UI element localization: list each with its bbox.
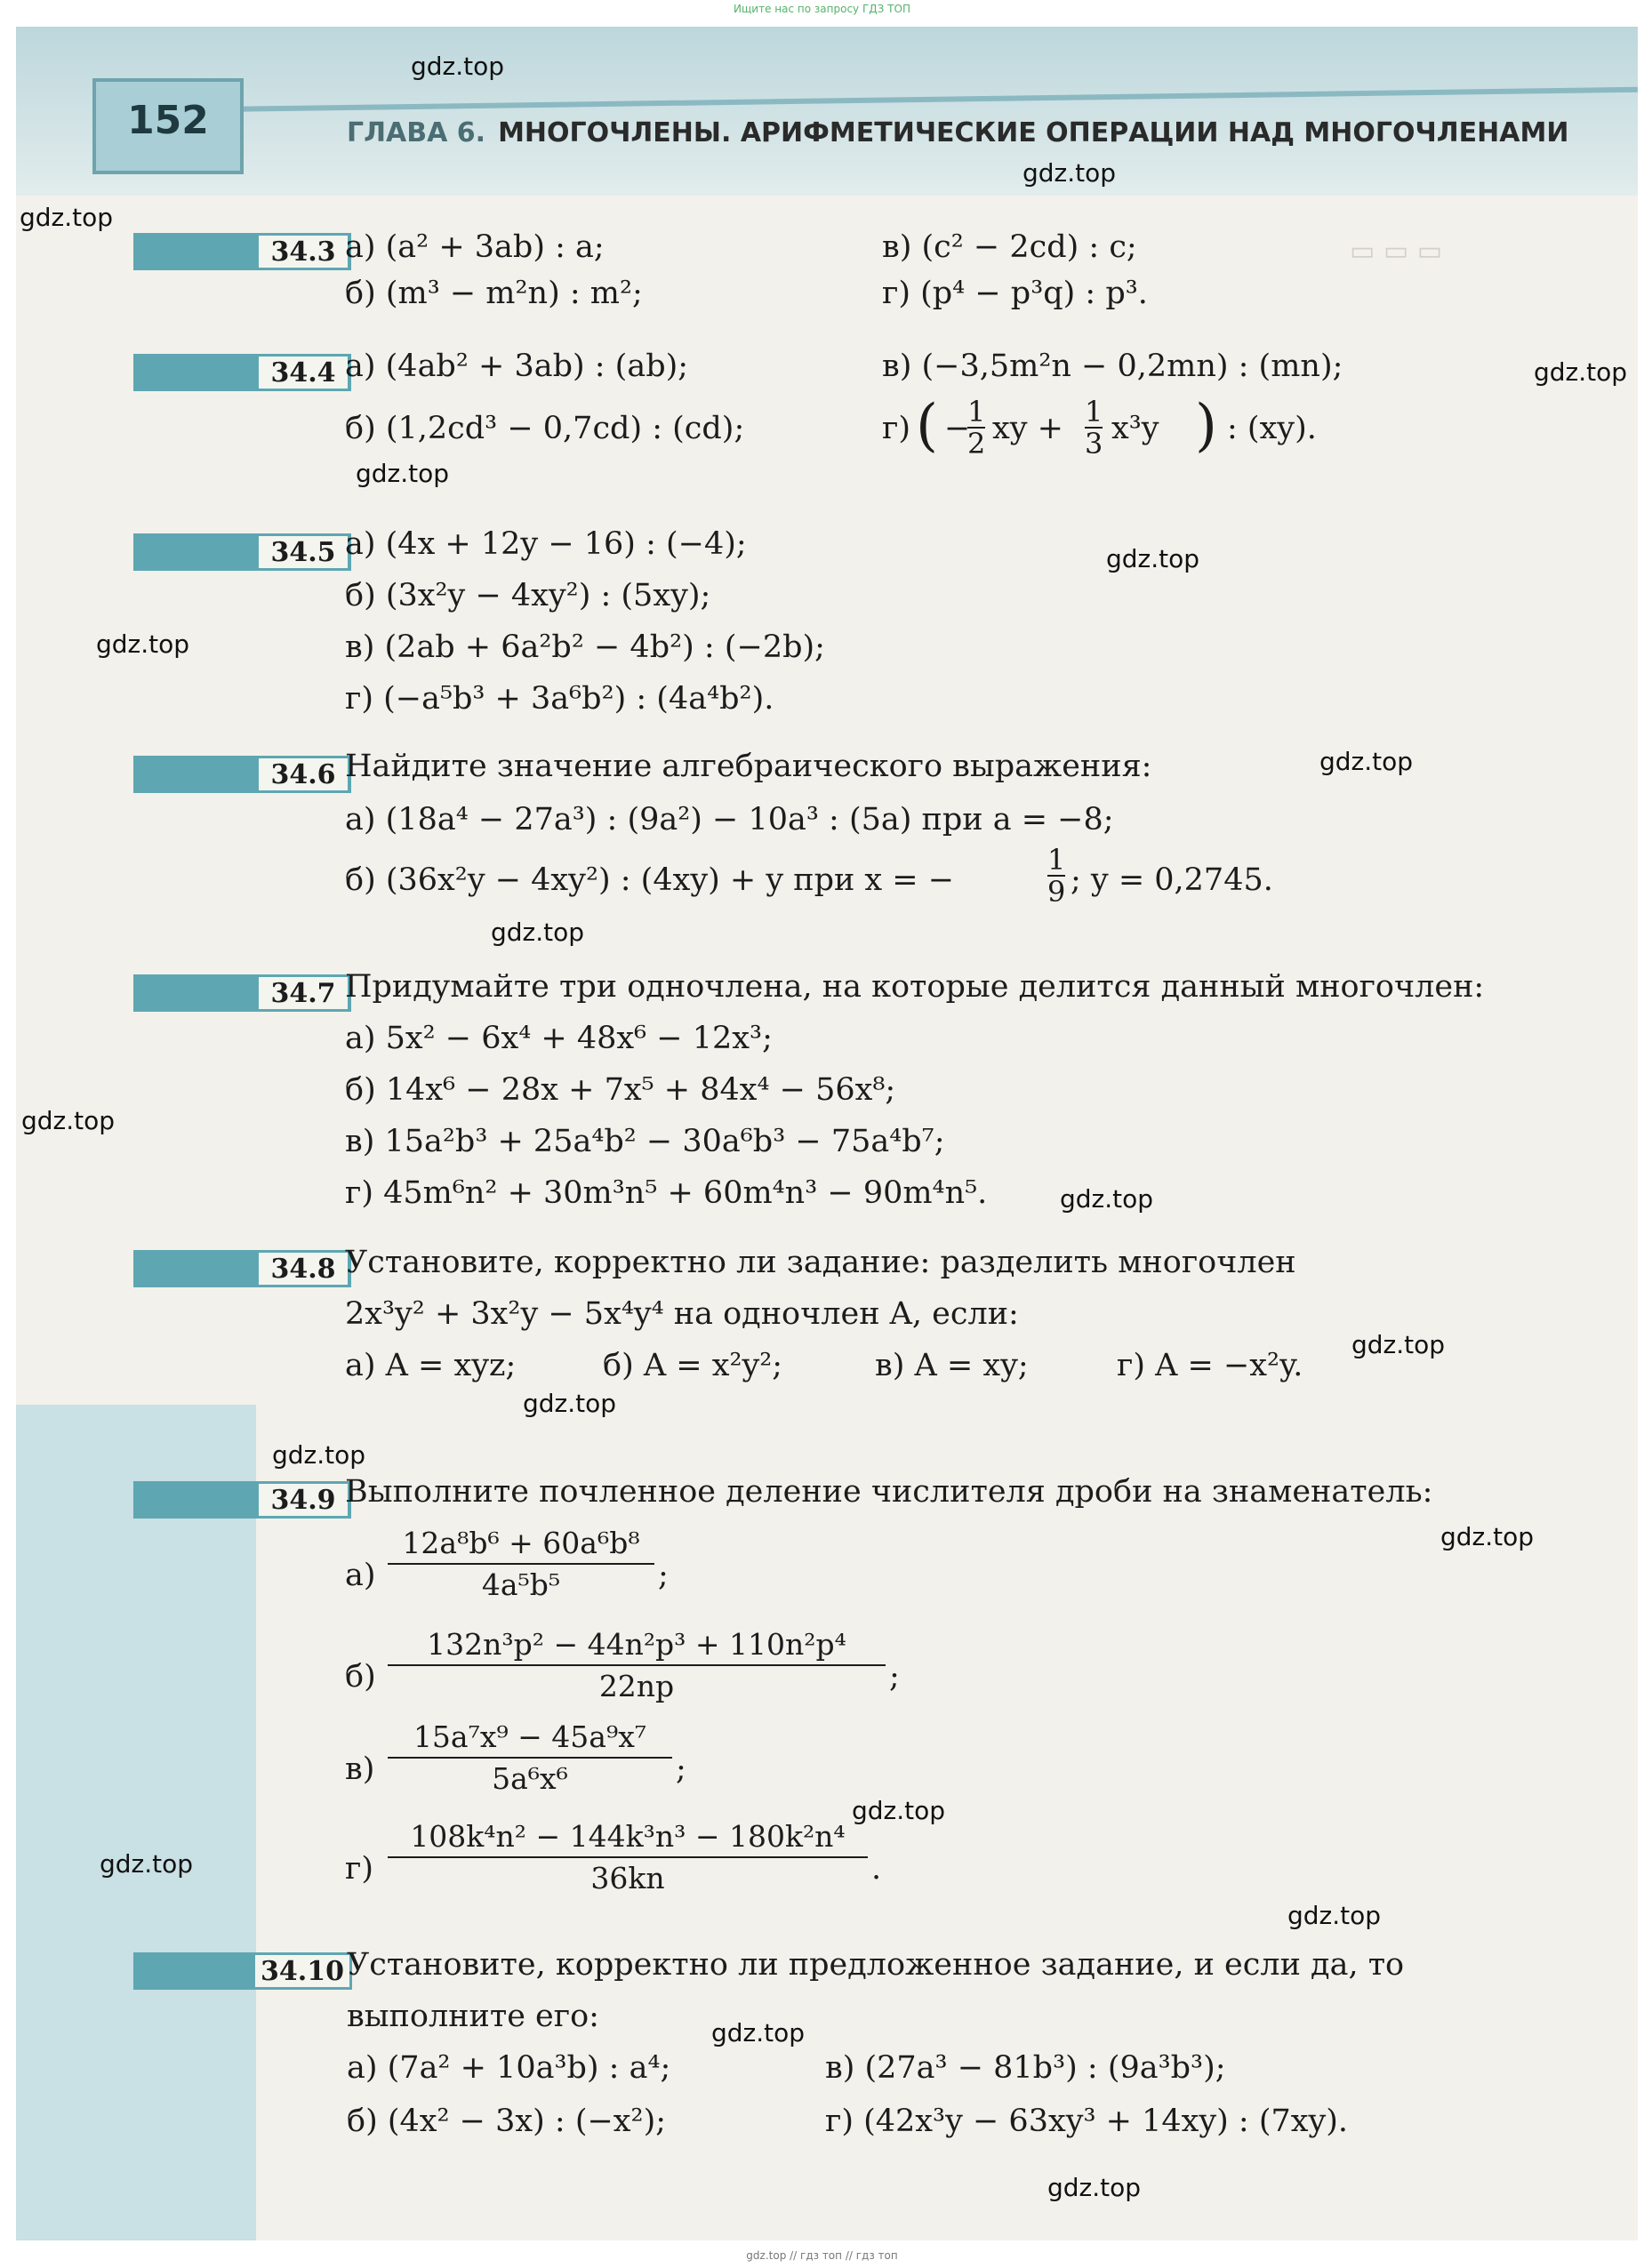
item-b: б) (3x²y − 4xy²) : (5xy); (345, 578, 711, 613)
item-g-middle: xy + (992, 411, 1063, 446)
watermark: gdz.top (1106, 544, 1200, 573)
item-g-label: г) (882, 411, 910, 446)
item-g-end: : (xy). (1227, 411, 1317, 446)
chapter-label: ГЛАВА 6. (347, 117, 486, 148)
task-text: Придумайте три одночлена, на которые делится данный многочлен: (345, 969, 1485, 1005)
task-text: Установите, корректно ли задание: разделить многочлен (345, 1245, 1296, 1280)
item-g: г) (p⁴ − p³q) : p³. (882, 276, 1148, 311)
watermark: gdz.top (1534, 357, 1628, 387)
task-text: Установите, корректно ли предложенное задание, и если да, то (347, 1947, 1405, 1983)
item-b: б) 14x⁶ − 28x + 7x⁵ + 84x⁴ − 56x⁸; (345, 1072, 896, 1108)
item-a: а) (18a⁴ − 27a³) : (9a²) − 10a³ : (5a) при a = −8; (345, 802, 1114, 837)
watermark: gdz.top (21, 1106, 116, 1135)
watermark: gdz.top (96, 629, 190, 659)
item-v: в) A = xy; (875, 1348, 1029, 1383)
watermark: gdz.top (411, 52, 505, 81)
watermark: gdz.top (356, 459, 450, 488)
item-v: в) (27a³ − 81b³) : (9a³b³); (825, 2050, 1226, 2086)
task-text: Выполните почленное деление числителя дроби на знаменатель: (345, 1474, 1433, 1510)
open-paren: ( (916, 393, 938, 459)
textbook-page (16, 27, 1638, 2240)
item-b-label: б) (345, 1659, 376, 1695)
left-margin-strip (16, 1405, 256, 2240)
fraction-g: $\frac{\text{108k⁴n² − 144k³n³ − 180k²n⁴}}{36kn}$ (388, 1819, 868, 1895)
watermark: gdz.top (1047, 2173, 1142, 2202)
item-a: а) 5x² − 6x⁴ + 48x⁶ − 12x³; (345, 1021, 773, 1056)
watermark: gdz.top (852, 1796, 946, 1825)
item-v: в) (c² − 2cd) : c; (882, 229, 1137, 265)
watermark: gdz.top (100, 1849, 194, 1879)
task-text-2: выполните его: (347, 1999, 599, 2034)
page-number: 152 (127, 98, 209, 143)
item-a: а) (4ab² + 3ab) : (ab); (345, 349, 689, 384)
watermark: gdz.top (711, 2018, 806, 2048)
item-b: б) A = x²y²; (603, 1348, 783, 1383)
watermark: gdz.top (491, 918, 585, 947)
item-v: в) (2ab + 6a²b² − 4b²) : (−2b); (345, 629, 825, 665)
show-through-decoration: ▭ ▭ ▭ (1350, 236, 1443, 267)
close-paren: ) (1195, 393, 1217, 459)
item-g-label: г) (345, 1851, 373, 1887)
watermark: gdz.top (1022, 158, 1117, 188)
problem-number: 34.8 (256, 1250, 350, 1287)
chapter-name: МНОГОЧЛЕНЫ. АРИФМЕТИЧЕСКИЕ ОПЕРАЦИИ НАД МНОГОЧЛЕНАМИ (498, 117, 1569, 148)
item-g: г) (−a⁵b³ + 3a⁶b²) : (4a⁴b²). (345, 681, 774, 717)
problem-number: 34.4 (256, 354, 350, 391)
fraction-b: $\frac{\text{132n³p² − 44n²p³ + 110n²p⁴}}{22np}$ (388, 1627, 886, 1703)
footer-text: gdz.top // гдз топ // гдз топ (746, 2249, 898, 2262)
item-a: а) (4x + 12y − 16) : (−4); (345, 526, 747, 562)
item-a: а) A = xyz; (345, 1348, 517, 1383)
item-g-post: x³y (1111, 411, 1159, 446)
problem-number: 34.5 (256, 533, 350, 571)
watermark: gdz.top (272, 1440, 366, 1470)
fraction-v: $\frac{\text{15a⁷x⁹ − 45a⁹x⁷}}{\text{5a⁶x⁶}}$ (388, 1719, 672, 1796)
item-b-end: ; y = 0,2745. (1071, 862, 1273, 898)
item-b: б) (36x²y − 4xy²) : (4xy) + y при x = − (345, 862, 955, 898)
problem-number: 34.7 (256, 974, 350, 1012)
watermark: gdz.top (1060, 1184, 1154, 1214)
minus-sign: − (944, 411, 971, 446)
watermark: gdz.top (1351, 1330, 1446, 1359)
item-g: г) 45m⁶n² + 30m³n⁵ + 60m⁴n³ − 90m⁴n⁵. (345, 1175, 988, 1211)
fraction-one-third: $\frac{1}{3}$ (1085, 395, 1103, 461)
problem-number: 34.3 (256, 233, 350, 270)
item-b: б) (1,2cd³ − 0,7cd) : (cd); (345, 411, 745, 446)
item-b: б) (4x² − 3x) : (−x²); (347, 2104, 667, 2139)
problem-number: 34.9 (256, 1481, 350, 1519)
watermark: gdz.top (1319, 747, 1414, 776)
item-a: а) (a² + 3ab) : a; (345, 229, 605, 265)
page-number-box (92, 78, 244, 174)
problem-number: 34.6 (256, 756, 350, 793)
item-v-label: в) (345, 1751, 375, 1787)
fraction-one-ninth: $\frac{1}{9}$ (1047, 843, 1066, 909)
fraction-a: $\frac{\text{12a⁸b⁶ + 60a⁶b⁸}}{\text{4a⁵b⁵}}$ (388, 1526, 654, 1602)
top-search-banner: Ищите нас по запросу ГДЗ ТОП (734, 3, 910, 15)
item-a-label: а) (345, 1558, 376, 1593)
chapter-title (347, 117, 1568, 148)
watermark: gdz.top (1440, 1522, 1535, 1551)
watermark: gdz.top (1287, 1901, 1382, 1930)
task-text-2: 2x³y² + 3x²y − 5x⁴y⁴ на одночлен A, если: (345, 1296, 1019, 1332)
item-b: б) (m³ − m²n) : m²; (345, 276, 643, 311)
item-v: в) 15a²b³ + 25a⁴b² − 30a⁶b³ − 75a⁴b⁷; (345, 1124, 945, 1159)
item-b-end: ; (889, 1659, 900, 1695)
item-v-end: ; (676, 1751, 686, 1787)
watermark: gdz.top (523, 1389, 617, 1418)
item-g: г) A = −x²y. (1117, 1348, 1303, 1383)
watermark: gdz.top (20, 203, 114, 232)
task-text: Найдите значение алгебраического выражения: (345, 749, 1152, 784)
item-a-end: ; (658, 1558, 669, 1593)
item-a: а) (7a² + 10a³b) : a⁴; (347, 2050, 671, 2086)
item-v: в) (−3,5m²n − 0,2mn) : (mn); (882, 349, 1343, 384)
fraction-one-half: $\frac{1}{2}$ (967, 395, 986, 461)
problem-number: 34.10 (253, 1952, 352, 1990)
item-g: г) (42x³y − 63xy³ + 14xy) : (7xy). (825, 2104, 1349, 2139)
item-g-end: . (871, 1851, 882, 1887)
